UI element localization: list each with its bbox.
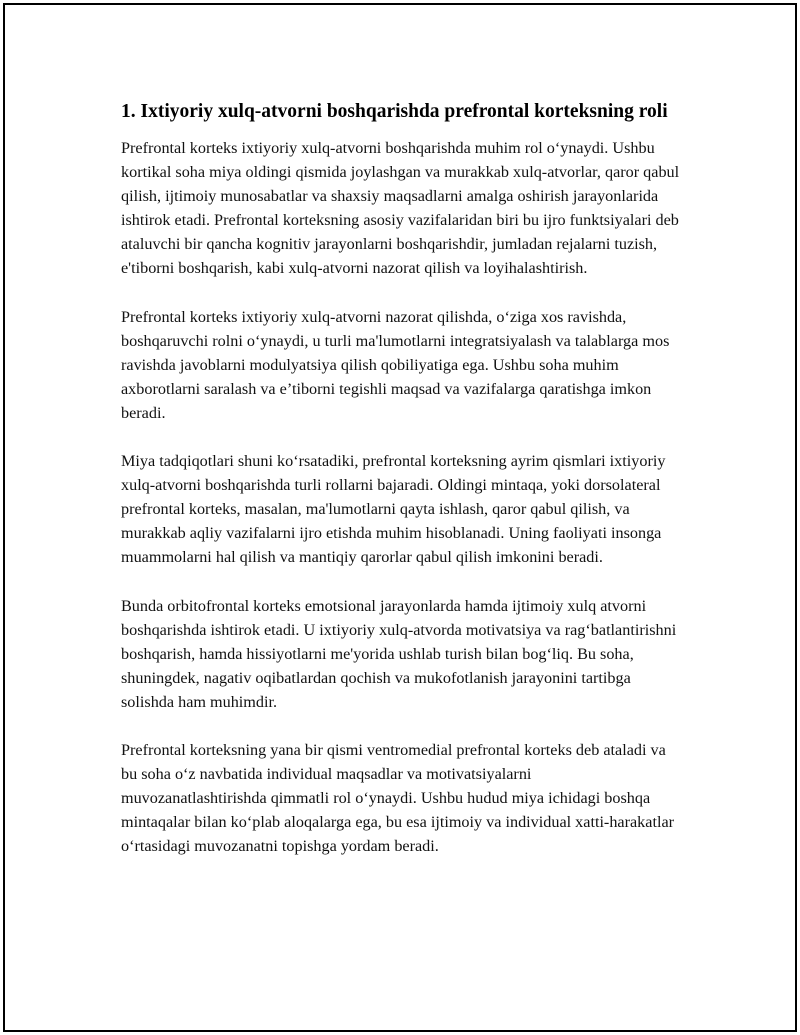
paragraph-3: Miya tadqiqotlari shuni ko‘rsatadiki, prefrontal korteksning ayrim qismlari ixtiyoriy xulq-atvorni boshqarishda turli rollarni bajaradi. Oldingi mintaqa, yoki dorsolateral prefrontal korteks, masalan, ma'lumotlarni qayta ishlash, qaror qabul qilish, va murakkab aqliy vazifalarni ijro etishda muhim hisoblanadi. Uning faoliyati insonga muammolarni hal qilish va mantiqiy qarorlar qabul qilish imkonini beradi. [121,452,666,567]
document-body [121,99,681,882]
paragraph-5: Prefrontal korteksning yana bir qismi ventromedial prefrontal korteks deb ataladi va bu soha o‘z navbatida individual maqsadlar va motivatsiyalarni muvozanatlashtirishda qimmatli rol o‘ynaydi. Ushbu hudud miya ichidagi boshqa mintaqalar bilan ko‘plab aloqalarga ega, bu esa ijtimoiy va individual xatti-harakatlar o‘rtasidagi muvozanatni topishga yordam beradi. [121,740,675,856]
paragraph-4: Bunda orbitofrontal korteks emotsional jarayonlarda hamda ijtimoiy xulq atvorni boshqarishda ishtirok etadi. U ixtiyoriy xulq-atvorda motivatsiya va rag‘batlantirishni boshqarish, hamda hissiyotlarni me'yorida ushlab turish bilan bog‘liq. Bu soha, shuningdek, nagativ oqibatlardan qochish va mukofotlanish jarayonini tartibga solishda ham muhimdir. [121,596,677,711]
paragraph-1: Prefrontal korteks ixtiyoriy xulq-atvorni boshqarishda muhim rol o‘ynaydi. Ushbu kortikal soha miya oldingi qismida joylashgan va murakkab xulq-atvorlar, qaror qabul qilish, ijtimoiy munosabatlar va shaxsiy maqsadlarni amalga oshirish jarayonlarida ishtirok etadi. Prefrontal korteksning asosiy vazifalaridan biri bu ijro funktsiyalari deb ataluvchi bir qancha kognitiv jarayonlarni boshqarishdir, jumladan rejalarni tuzish, e'tiborni boshqarish, kabi xulq-atvorni nazorat qilish va loyihalashtirish. [121,139,680,278]
section-title: 1. Ixtiyoriy xulq-atvorni boshqarishda prefrontal korteksning roli [121,101,668,122]
paragraph-2: Prefrontal korteks ixtiyoriy xulq-atvorni nazorat qilishda, o‘ziga xos ravishda, boshqaruvchi rolni o‘ynaydi, u turli ma'lumotlarni integratsiyalash va talablarga mos ravishda javoblarni modulyatsiya qilish qobiliyatiga ega. Ushbu soha muhim axborotlarni saralash va e’tiborni tegishli maqsad va vazifalarga qaratishga imkon beradi. [121,307,670,422]
page-frame [3,3,797,1032]
